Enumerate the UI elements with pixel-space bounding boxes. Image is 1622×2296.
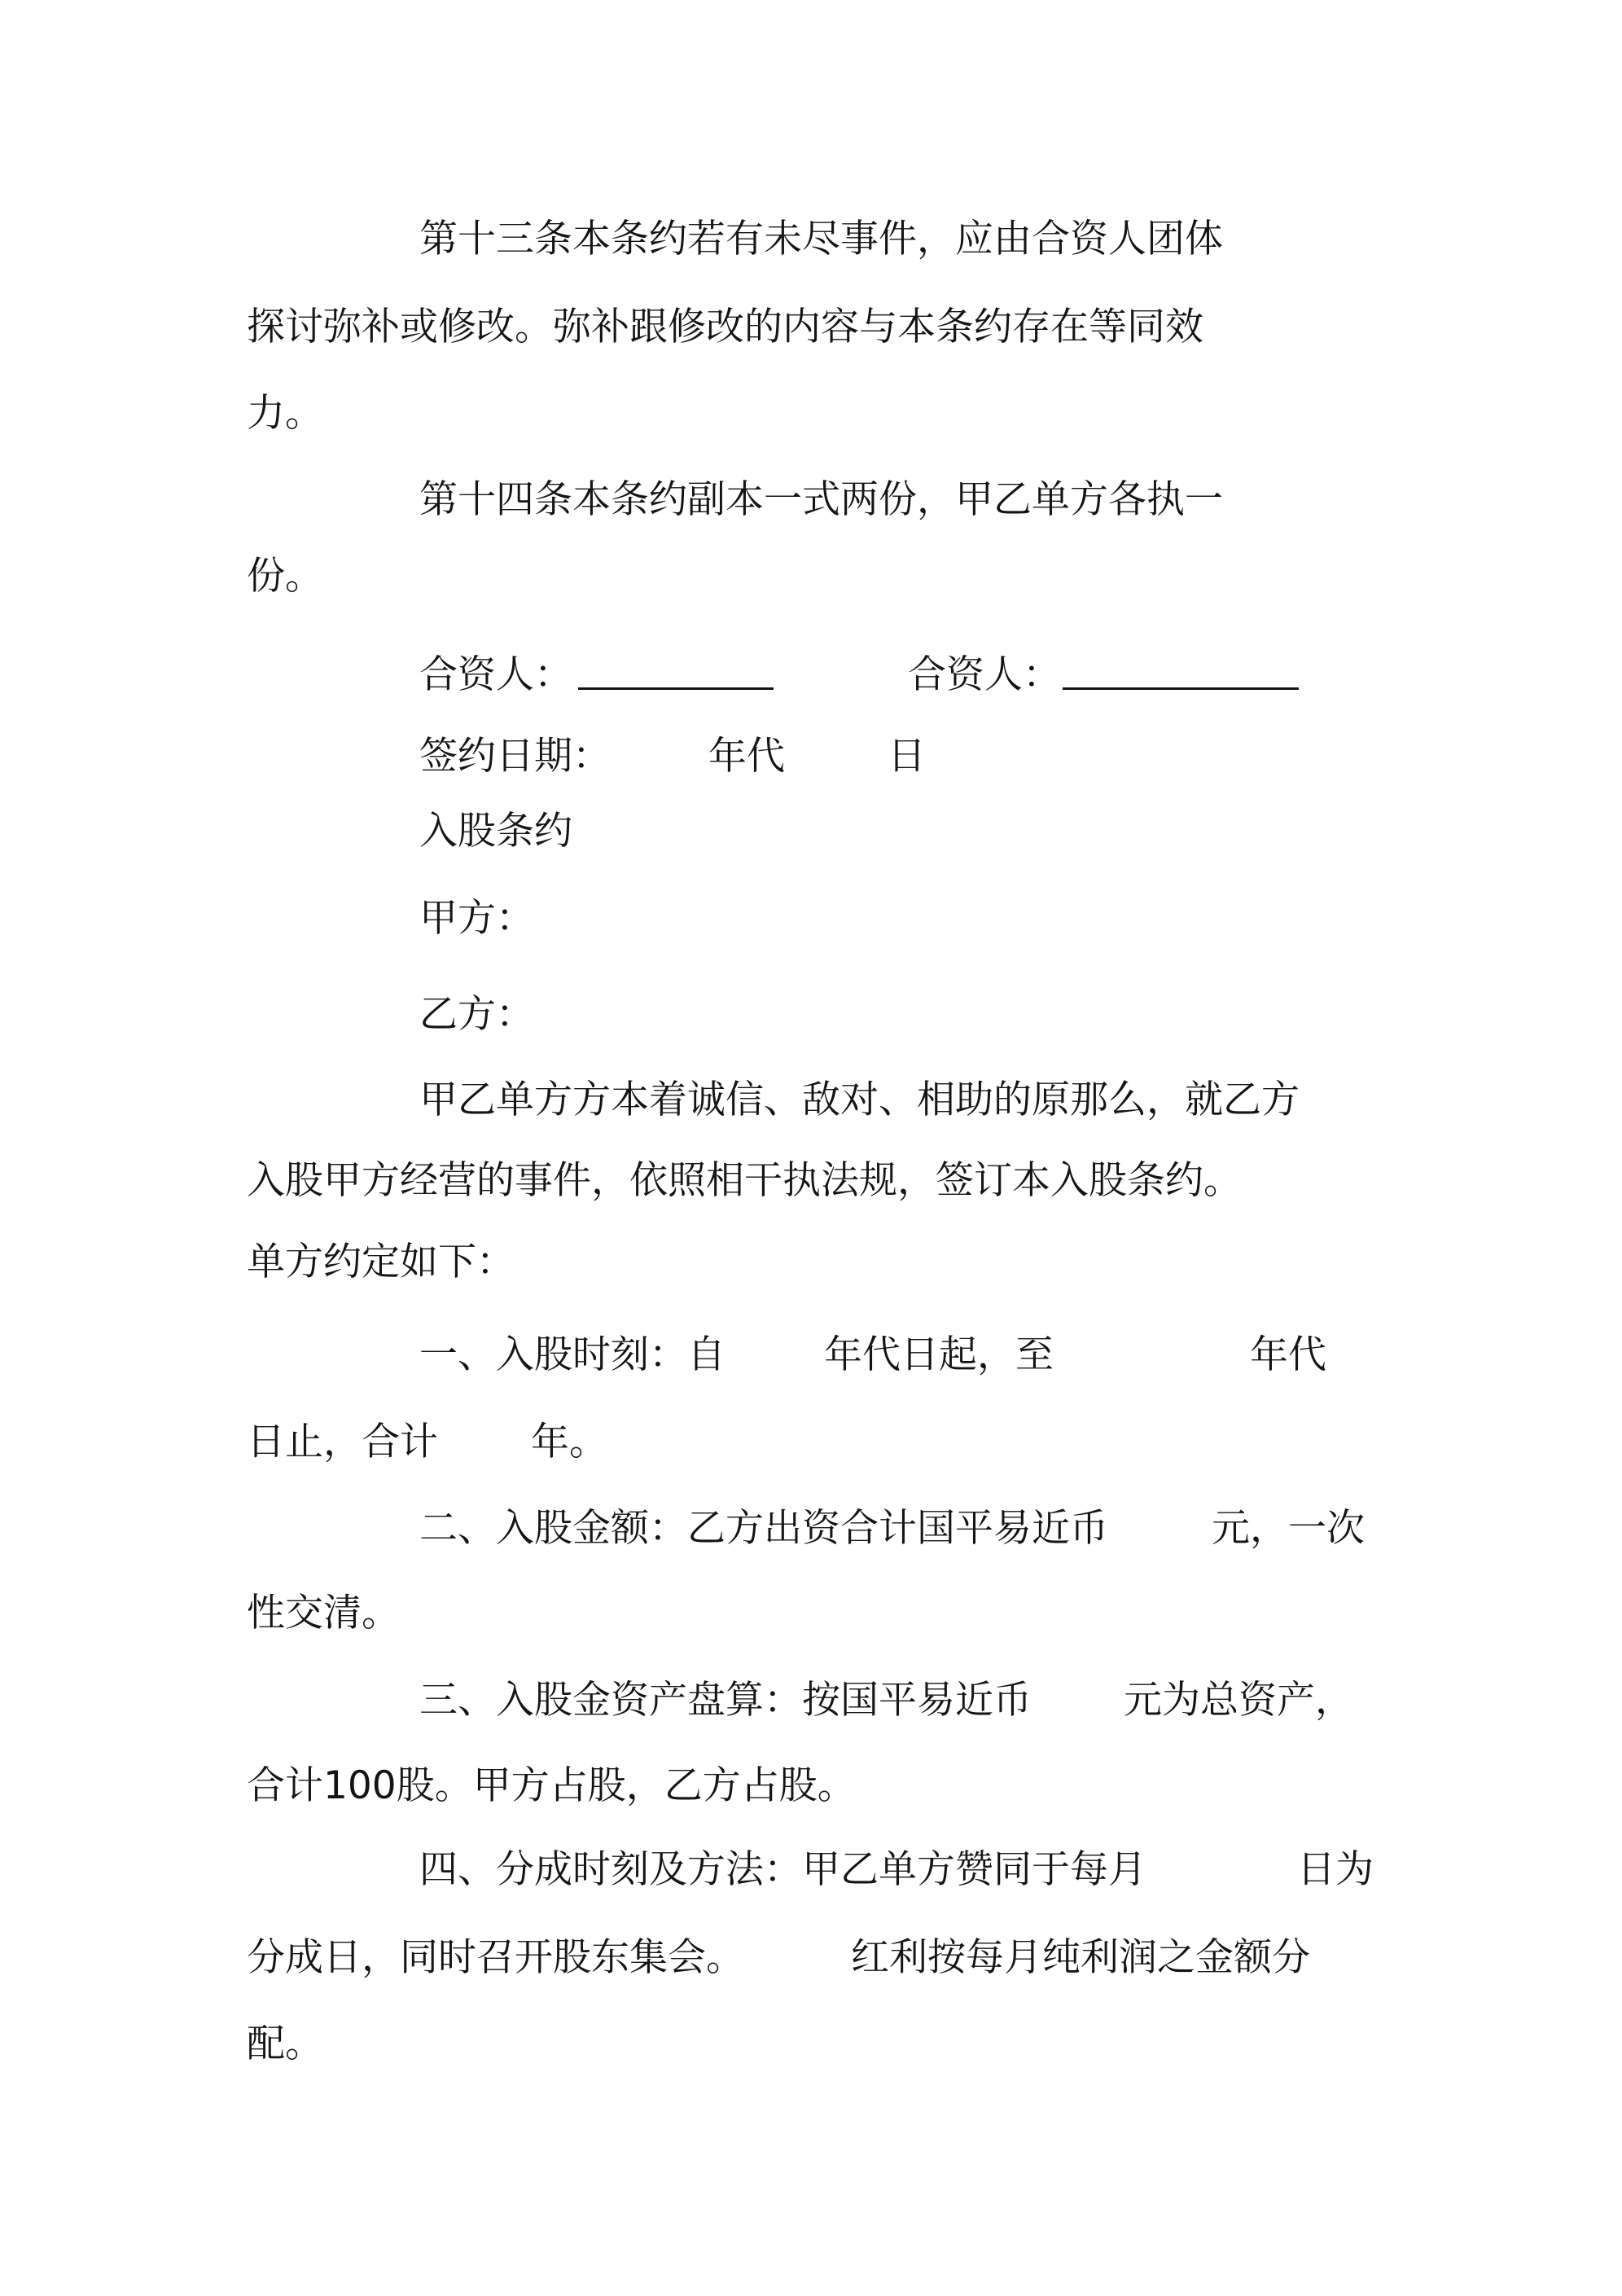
- clause3-part3: 合计100股。甲方占股，乙方占股。: [247, 1763, 856, 1808]
- article13-line2: 探讨弥补或修改。弥补跟修改的内容与本条约存在等同效: [247, 305, 1203, 349]
- clause2-part1: 二、入股金额：乙方出资合计国平易近币: [419, 1506, 1108, 1551]
- article13-line3: 力。: [247, 391, 323, 436]
- party-a-label: 甲方：: [419, 896, 534, 941]
- clause1-part5: 年。: [531, 1420, 607, 1464]
- clause1-part1: 一、入股时刻：自: [419, 1332, 726, 1377]
- contract-title: 入股条约: [419, 809, 572, 854]
- clause4-part3: 分成日，同时召开股东集会。: [247, 1935, 744, 1980]
- signature-blank-party2: [1063, 687, 1299, 690]
- clause4-part5: 配。: [247, 2022, 323, 2066]
- signature-blank-party1: [578, 687, 774, 690]
- clause1-part2: 年代日起，至: [824, 1332, 1054, 1377]
- signing-date-day: 日: [888, 734, 926, 779]
- signature-label-party2: 合资人：: [908, 652, 1061, 697]
- clause2-part2: 元，一次: [1212, 1506, 1365, 1551]
- signature-label-party1: 合资人：: [419, 652, 572, 697]
- intro-line3: 单方约定如下：: [247, 1240, 515, 1284]
- article14-line1: 第十四条本条约副本一式两份，甲乙单方各执一: [419, 477, 1223, 522]
- clause3-part1: 三、入股金资产盘算：按国平易近币: [419, 1678, 1032, 1723]
- signing-date-year-month: 年代: [708, 734, 785, 779]
- clause4-part2: 日为: [1297, 1847, 1374, 1892]
- clause1-part3: 年代: [1250, 1332, 1326, 1377]
- clause1-part4: 日止，合计: [247, 1420, 438, 1464]
- clause3-part2: 元为总资产，: [1124, 1678, 1353, 1723]
- article14-line2: 份。: [247, 554, 323, 599]
- party-b-label: 乙方：: [419, 992, 534, 1037]
- article13-line1: 第十三条本条约若有未尽事件，应由合资人团体: [419, 217, 1223, 261]
- intro-line1: 甲乙单方方本着诚信、敌对、相助的原那么，就乙方: [419, 1078, 1300, 1122]
- clause4-part4: 红利按每月纯利润之金额分: [851, 1935, 1310, 1980]
- signing-date-label: 签约日期：: [419, 734, 611, 779]
- clause2-part3: 性交清。: [247, 1591, 400, 1635]
- clause4-part1: 四、分成时刻及方法：甲乙单方赞同于每月: [419, 1847, 1146, 1892]
- intro-line2: 入股甲方经营的事件，依照相干执法规，签订本入股条约。: [247, 1158, 1242, 1203]
